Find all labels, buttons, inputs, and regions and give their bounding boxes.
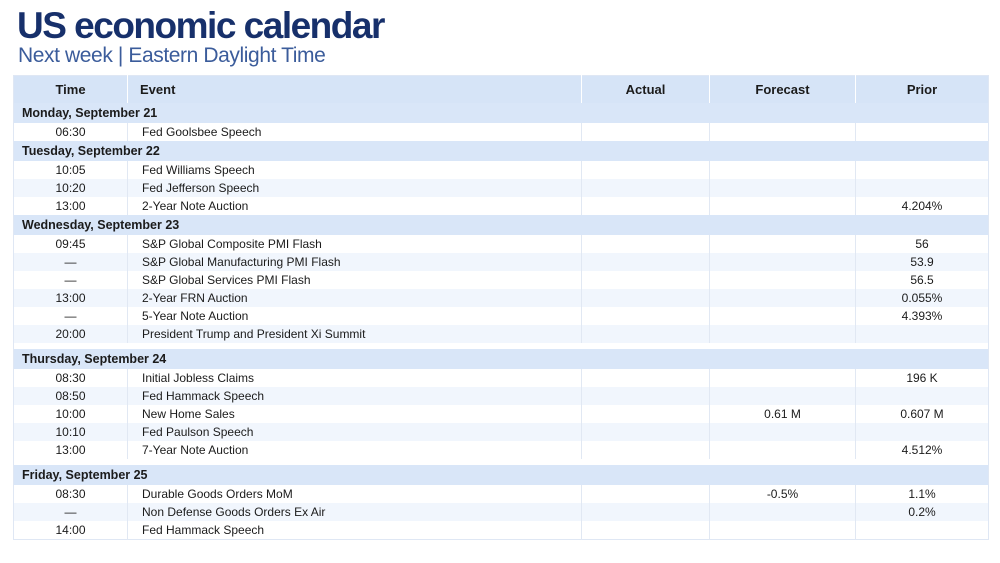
event-row — [14, 307, 989, 325]
event-prior — [856, 521, 989, 540]
event-time: 08:30 — [14, 485, 128, 503]
column-header-actual: Actual — [582, 76, 710, 104]
event-actual — [582, 197, 710, 215]
event-prior — [856, 325, 989, 343]
event-name: S&P Global Services PMI Flash — [128, 271, 582, 289]
event-actual — [582, 503, 710, 521]
event-time: 14:00 — [14, 521, 128, 540]
event-prior: 0.607 M — [856, 405, 989, 423]
event-row — [14, 387, 989, 405]
event-row — [14, 289, 989, 307]
event-name: Non Defense Goods Orders Ex Air — [128, 503, 582, 521]
event-time: 20:00 — [14, 325, 128, 343]
event-time: 09:45 — [14, 235, 128, 253]
event-forecast — [710, 253, 856, 271]
day-label: Wednesday, September 23 — [14, 215, 989, 235]
event-forecast — [710, 161, 856, 179]
event-name: 2-Year FRN Auction — [128, 289, 582, 307]
event-time: — — [14, 503, 128, 521]
day-header-row — [14, 465, 989, 485]
event-time: 08:50 — [14, 387, 128, 405]
event-actual — [582, 423, 710, 441]
event-actual — [582, 441, 710, 459]
event-prior: 53.9 — [856, 253, 989, 271]
event-prior: 0.2% — [856, 503, 989, 521]
event-actual — [582, 485, 710, 503]
event-actual — [582, 179, 710, 197]
event-forecast — [710, 441, 856, 459]
event-forecast — [710, 179, 856, 197]
event-forecast — [710, 197, 856, 215]
day-label: Tuesday, September 22 — [14, 141, 989, 161]
event-forecast — [710, 423, 856, 441]
event-name: Fed Goolsbee Speech — [128, 123, 582, 141]
event-forecast — [710, 235, 856, 253]
event-actual — [582, 271, 710, 289]
event-row — [14, 441, 989, 459]
event-name: 2-Year Note Auction — [128, 197, 582, 215]
day-header-row — [14, 103, 989, 123]
event-time: 13:00 — [14, 441, 128, 459]
event-name: Fed Hammack Speech — [128, 521, 582, 540]
event-name: Fed Paulson Speech — [128, 423, 582, 441]
event-time: 10:10 — [14, 423, 128, 441]
event-forecast — [710, 289, 856, 307]
event-actual — [582, 369, 710, 387]
event-time: 10:20 — [14, 179, 128, 197]
day-header-row — [14, 215, 989, 235]
column-header-event: Event — [128, 76, 582, 104]
event-prior — [856, 387, 989, 405]
day-header-row — [14, 141, 989, 161]
table-header-row — [14, 76, 989, 104]
event-forecast — [710, 387, 856, 405]
event-name: President Trump and President Xi Summit — [128, 325, 582, 343]
event-row — [14, 423, 989, 441]
column-header-prior: Prior — [856, 76, 989, 104]
event-row — [14, 253, 989, 271]
event-forecast — [710, 325, 856, 343]
event-row — [14, 235, 989, 253]
event-row — [14, 161, 989, 179]
day-header-row — [14, 349, 989, 369]
event-name: 5-Year Note Auction — [128, 307, 582, 325]
event-time: 08:30 — [14, 369, 128, 387]
event-prior — [856, 161, 989, 179]
event-actual — [582, 387, 710, 405]
event-time: — — [14, 271, 128, 289]
event-prior — [856, 423, 989, 441]
event-time: 06:30 — [14, 123, 128, 141]
event-prior: 196 K — [856, 369, 989, 387]
event-row — [14, 179, 989, 197]
page-subtitle: Next week | Eastern Daylight Time — [18, 44, 326, 67]
page-title: US economic calendar — [17, 5, 384, 46]
event-row — [14, 503, 989, 521]
event-prior — [856, 123, 989, 141]
event-actual — [582, 405, 710, 423]
event-actual — [582, 307, 710, 325]
event-time: 10:05 — [14, 161, 128, 179]
column-header-time: Time — [14, 76, 128, 104]
event-time: 10:00 — [14, 405, 128, 423]
event-time: 13:00 — [14, 289, 128, 307]
event-name: Fed Williams Speech — [128, 161, 582, 179]
event-prior: 0.055% — [856, 289, 989, 307]
event-row — [14, 485, 989, 503]
event-prior: 4.512% — [856, 441, 989, 459]
event-prior: 56 — [856, 235, 989, 253]
event-prior: 4.204% — [856, 197, 989, 215]
column-header-forecast: Forecast — [710, 76, 856, 104]
event-name: S&P Global Composite PMI Flash — [128, 235, 582, 253]
event-row — [14, 197, 989, 215]
economic-calendar-table — [13, 75, 989, 540]
event-row — [14, 369, 989, 387]
event-row — [14, 123, 989, 141]
day-label: Friday, September 25 — [14, 465, 989, 485]
event-actual — [582, 253, 710, 271]
event-name: 7-Year Note Auction — [128, 441, 582, 459]
event-actual — [582, 521, 710, 540]
event-prior: 1.1% — [856, 485, 989, 503]
event-forecast — [710, 503, 856, 521]
event-name: New Home Sales — [128, 405, 582, 423]
event-row — [14, 405, 989, 423]
event-prior: 56.5 — [856, 271, 989, 289]
day-label: Monday, September 21 — [14, 103, 989, 123]
event-actual — [582, 123, 710, 141]
day-label: Thursday, September 24 — [14, 349, 989, 369]
event-name: Durable Goods Orders MoM — [128, 485, 582, 503]
event-prior — [856, 179, 989, 197]
event-actual — [582, 289, 710, 307]
event-forecast — [710, 369, 856, 387]
event-forecast — [710, 521, 856, 540]
event-time: — — [14, 307, 128, 325]
event-actual — [582, 325, 710, 343]
event-forecast: 0.61 M — [710, 405, 856, 423]
event-row — [14, 521, 989, 540]
event-row — [14, 271, 989, 289]
event-actual — [582, 161, 710, 179]
event-name: S&P Global Manufacturing PMI Flash — [128, 253, 582, 271]
event-time: 13:00 — [14, 197, 128, 215]
event-prior: 4.393% — [856, 307, 989, 325]
event-forecast: -0.5% — [710, 485, 856, 503]
event-name: Fed Jefferson Speech — [128, 179, 582, 197]
event-actual — [582, 235, 710, 253]
event-forecast — [710, 123, 856, 141]
event-row — [14, 325, 989, 343]
event-time: — — [14, 253, 128, 271]
event-name: Fed Hammack Speech — [128, 387, 582, 405]
event-forecast — [710, 271, 856, 289]
event-forecast — [710, 307, 856, 325]
event-name: Initial Jobless Claims — [128, 369, 582, 387]
calendar-body — [14, 103, 989, 540]
